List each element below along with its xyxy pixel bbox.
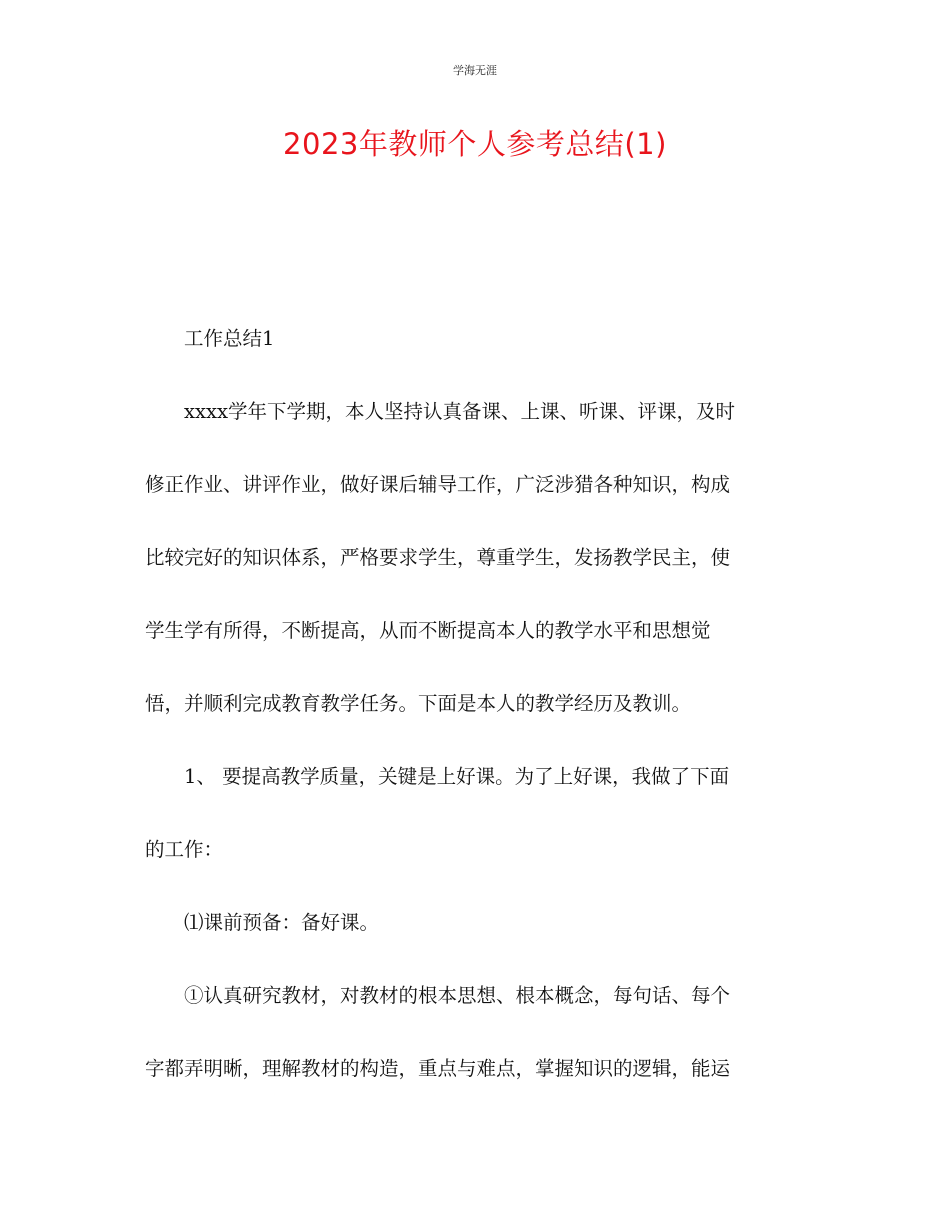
paragraph-line: 字都弄明晰，理解教材的构造，重点与难点，掌握知识的逻辑，能运 [145, 1057, 731, 1080]
page-header: 学海无涯 [453, 64, 497, 77]
paragraph-line: ①认真研究教材，对教材的根本思想、根本概念，每句话、每个 [145, 984, 731, 1007]
paragraph-line: 悟，并顺利完成教育教学任务。下面是本人的教学经历及教训。 [145, 692, 692, 715]
paragraph-line: 的工作： [145, 838, 224, 861]
paragraph-line: 修正作业、讲评作业，做好课后辅导工作，广泛涉猎各种知识，构成 [145, 473, 731, 496]
paragraph-line: 工作总结1 [145, 327, 275, 350]
document-body [145, 302, 805, 1105]
paragraph-line: 1、 要提高教学质量，关键是上好课。为了上好课，我做了下面 [145, 765, 730, 788]
paragraph-line: xxxx学年下学期，本人坚持认真备课、上课、听课、评课，及时 [145, 400, 735, 423]
paragraph-line: 学生学有所得，不断提高，从而不断提高本人的教学水平和思想觉 [145, 619, 711, 642]
paragraph-line: ⑴课前预备：备好课。 [145, 911, 380, 934]
document-title: 2023年教师个人参考总结(1) [283, 127, 667, 161]
paragraph-line: 比较完好的知识体系，严格要求学生，尊重学生，发扬教学民主，使 [145, 546, 731, 569]
